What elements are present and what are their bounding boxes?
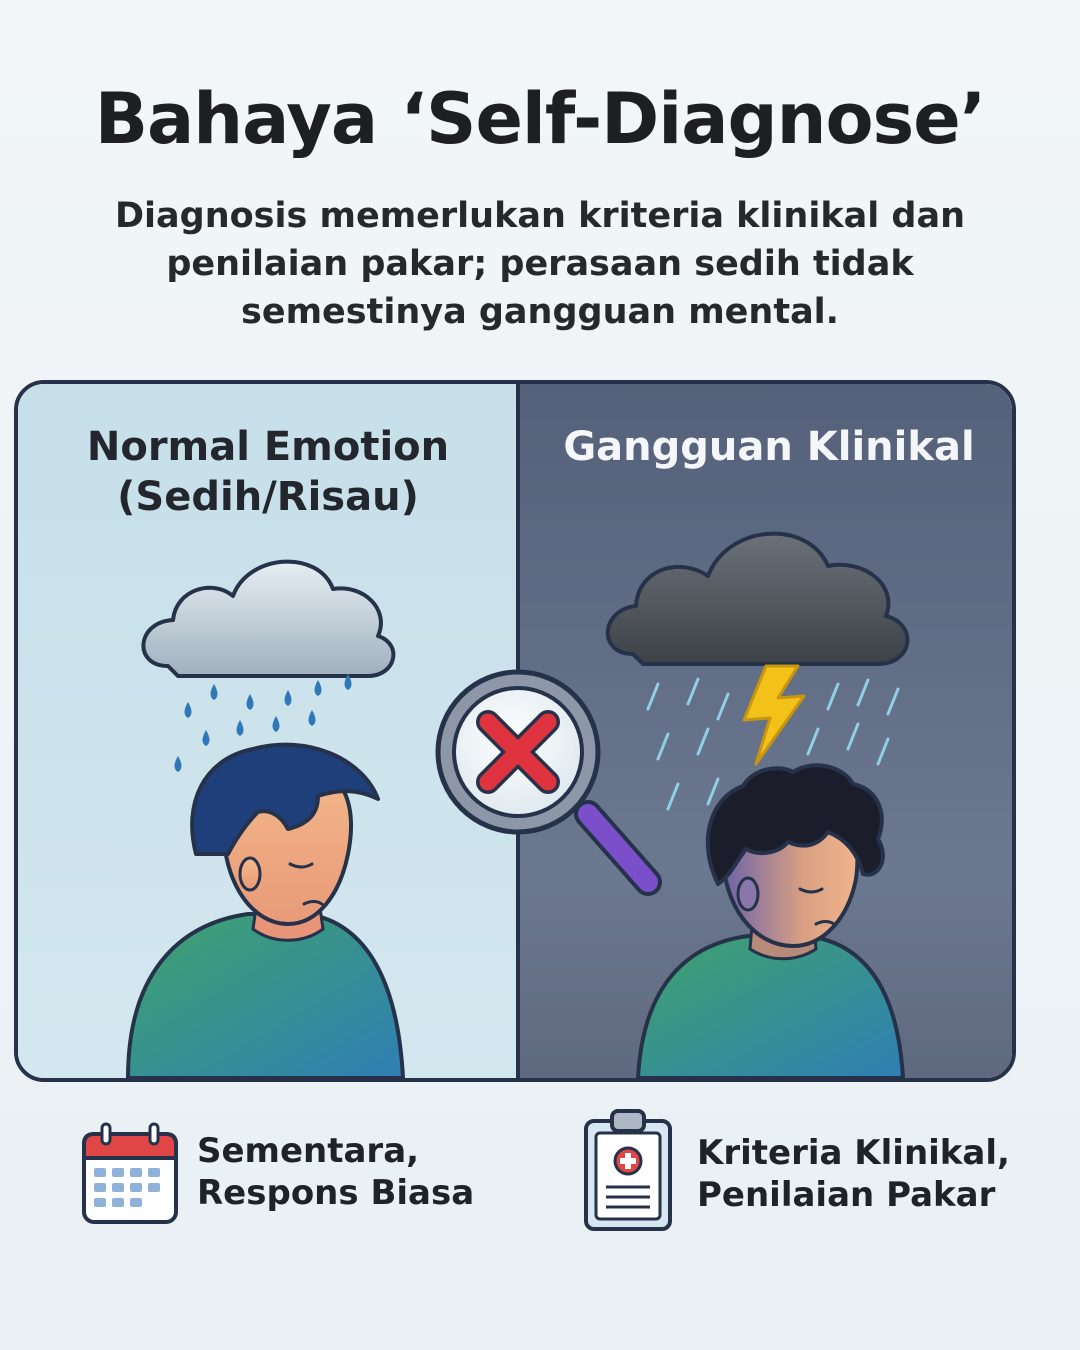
- legend-clinical-line-2: Penilaian Pakar: [697, 1175, 996, 1215]
- legend-temporary: [80, 1120, 500, 1230]
- sad-person-clinical: [638, 765, 903, 1078]
- legend-temporary-line-1: Sementara,: [197, 1131, 420, 1171]
- normal-emotion-heading-line-1: Normal Emotion: [86, 424, 450, 470]
- normal-emotion-heading-line-2: (Sedih/Risau): [117, 474, 419, 520]
- subtitle-line-1: Diagnosis memerlukan kriteria klinikal dan: [114, 196, 966, 236]
- magnifier-x-icon: [438, 672, 648, 882]
- page-title: Bahaya ‘Self-Diagnose’: [94, 78, 986, 160]
- calendar-icon: [80, 1120, 180, 1230]
- legend-clinical-text: [697, 1132, 1010, 1216]
- clipboard-medical-icon: [580, 1105, 676, 1233]
- comparison-panel: [14, 380, 1016, 1082]
- legend-temporary-line-2: Respons Biasa: [197, 1173, 475, 1213]
- comparison-illustration: [18, 384, 1012, 1078]
- legend-clinical: [580, 1105, 1020, 1235]
- subtitle-line-3: semestinya gangguan mental.: [241, 292, 839, 332]
- page-subtitle: [90, 192, 990, 336]
- clinical-disorder-heading: Gangguan Klinikal: [563, 424, 975, 470]
- legend-clinical-line-1: Kriteria Klinikal,: [697, 1133, 1010, 1173]
- sad-person-normal: [128, 745, 403, 1078]
- storm-cloud-lightning-icon: [608, 534, 908, 764]
- subtitle-line-2: penilaian pakar; perasaan sedih tidak: [166, 244, 914, 284]
- legend-temporary-text: [197, 1130, 474, 1214]
- light-rain-cloud-icon: [143, 562, 393, 676]
